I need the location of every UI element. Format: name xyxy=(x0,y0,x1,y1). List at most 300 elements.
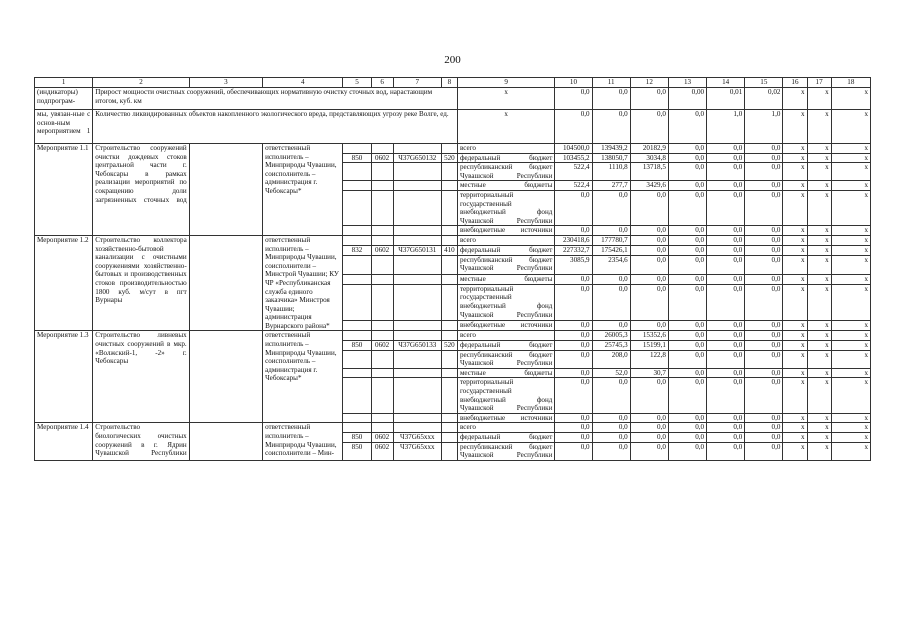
target-value: 1,0 xyxy=(745,110,783,144)
funding-value: 0,0 xyxy=(592,433,630,443)
funding-value: 0,0 xyxy=(630,190,668,225)
funding-value: x xyxy=(807,144,831,154)
funding-value: x xyxy=(831,190,870,225)
budget-code-grbs xyxy=(343,274,371,284)
funding-source: местные бюджеты xyxy=(457,181,554,191)
budget-code-grbs xyxy=(343,144,371,154)
target-value: 0,0 xyxy=(668,110,706,144)
funding-source: внебюджетные источники xyxy=(457,413,554,423)
funding-value: x xyxy=(783,433,807,443)
funding-value: 0,0 xyxy=(707,442,745,460)
funding-value: 0,0 xyxy=(630,245,668,255)
target-value: x xyxy=(831,110,870,144)
funding-value: 0,0 xyxy=(668,413,706,423)
measure-description: Строительство сооружений очистки дождевых стоков центральной части г. Чебоксары в рамках реализации мероприятий по сокращению доли загрязненных сточных вод xyxy=(93,144,189,236)
funding-value: 0,0 xyxy=(668,368,706,378)
funding-value: x xyxy=(807,245,831,255)
funding-value: x xyxy=(783,144,807,154)
funding-value: 122,8 xyxy=(630,350,668,368)
target-value: 0,0 xyxy=(555,88,592,110)
measure-id: Мероприятие 1.3 xyxy=(35,331,93,423)
funding-row xyxy=(35,423,871,433)
budget-code-target xyxy=(393,274,441,284)
budget-code-type xyxy=(441,442,457,460)
funding-value: x xyxy=(831,368,870,378)
funding-value: 0,0 xyxy=(630,235,668,245)
funding-value: 0,0 xyxy=(630,321,668,331)
budget-code-grbs xyxy=(343,423,371,433)
budget-code-target xyxy=(393,284,441,321)
funding-value: 0,0 xyxy=(555,341,592,351)
funding-source: федеральный бюджет xyxy=(457,433,554,443)
column-number: 1 xyxy=(35,78,93,88)
funding-source: федеральный бюджет xyxy=(457,341,554,351)
funding-source: республиканский бюджет Чувашской Республики xyxy=(457,350,554,368)
funding-value: 0,0 xyxy=(555,368,592,378)
funding-value: 0,0 xyxy=(555,226,592,236)
budget-code-section xyxy=(371,163,393,181)
target-value: 0,0 xyxy=(555,110,592,144)
budget-code-target xyxy=(393,163,441,181)
budget-code-section xyxy=(371,413,393,423)
target-value: 0,02 xyxy=(745,88,783,110)
column-number: 2 xyxy=(93,78,189,88)
funding-value: 0,0 xyxy=(745,181,783,191)
funding-value: 20182,9 xyxy=(630,144,668,154)
funding-value: x xyxy=(783,413,807,423)
funding-value: 25745,3 xyxy=(592,341,630,351)
column-number: 6 xyxy=(371,78,393,88)
funding-source: территориальный государственный внебюджетный фонд Чувашской Республики xyxy=(457,190,554,225)
funding-value: x xyxy=(831,274,870,284)
funding-value: 0,0 xyxy=(555,423,592,433)
funding-value: x xyxy=(831,144,870,154)
funding-row xyxy=(35,144,871,154)
column-number: 3 xyxy=(189,78,262,88)
funding-value: 2354,6 xyxy=(592,255,630,274)
funding-value: x xyxy=(831,350,870,368)
funding-value: 15352,6 xyxy=(630,331,668,341)
funding-value: 0,0 xyxy=(707,144,745,154)
funding-value: x xyxy=(783,350,807,368)
funding-value: 0,0 xyxy=(745,413,783,423)
funding-value: x xyxy=(831,245,870,255)
budget-code-target: Ч37G65ххх xyxy=(393,442,441,460)
funding-value: x xyxy=(831,255,870,274)
budget-code-grbs xyxy=(343,321,371,331)
funding-value: x xyxy=(831,331,870,341)
funding-value: 0,0 xyxy=(668,442,706,460)
funding-value: 0,0 xyxy=(745,423,783,433)
budget-code-grbs xyxy=(343,368,371,378)
funding-value: x xyxy=(831,235,870,245)
funding-value: 0,0 xyxy=(668,331,706,341)
budget-code-section: 0602 xyxy=(371,341,393,351)
funding-row xyxy=(35,235,871,245)
funding-value: x xyxy=(831,378,870,413)
empty-cell xyxy=(189,144,262,236)
funding-value: 0,0 xyxy=(630,413,668,423)
funding-value: 0,0 xyxy=(707,341,745,351)
budget-code-section xyxy=(371,190,393,225)
target-value: x xyxy=(783,88,807,110)
funding-source: внебюджетные источники xyxy=(457,226,554,236)
budget-code-section xyxy=(371,274,393,284)
funding-source: всего xyxy=(457,235,554,245)
funding-value: 0,0 xyxy=(707,255,745,274)
funding-value: 15199,1 xyxy=(630,341,668,351)
funding-value: 0,0 xyxy=(592,423,630,433)
funding-value: 0,0 xyxy=(668,423,706,433)
funding-value: x xyxy=(783,163,807,181)
funding-source: федеральный бюджет xyxy=(457,153,554,163)
funding-value: 0,0 xyxy=(745,433,783,443)
funding-value: x xyxy=(783,341,807,351)
measure-id: Мероприятие 1.4 xyxy=(35,423,93,460)
funding-value: 0,0 xyxy=(555,321,592,331)
budget-code-target xyxy=(393,144,441,154)
funding-value: 0,0 xyxy=(707,274,745,284)
funding-value: x xyxy=(831,181,870,191)
budget-code-grbs xyxy=(343,284,371,321)
target-text: Прирост мощности очистных сооружений, обеспечивающих нормативную очистку сточных вод, нарастающим итогом, куб. км xyxy=(93,88,458,110)
funding-value: 26005,3 xyxy=(592,331,630,341)
funding-value: x xyxy=(831,226,870,236)
column-number: 10 xyxy=(555,78,592,88)
funding-value: x xyxy=(831,321,870,331)
funding-value: 0,0 xyxy=(707,331,745,341)
budget-code-section: 0602 xyxy=(371,245,393,255)
funding-value: 0,0 xyxy=(630,255,668,274)
funding-value: x xyxy=(783,321,807,331)
budget-code-section xyxy=(371,235,393,245)
budget-code-type xyxy=(441,321,457,331)
target-value: 0,0 xyxy=(630,110,668,144)
funding-value: x xyxy=(831,433,870,443)
funding-value: 3429,6 xyxy=(630,181,668,191)
funding-value: 0,0 xyxy=(555,190,592,225)
funding-value: 0,0 xyxy=(745,341,783,351)
budget-code-target xyxy=(393,181,441,191)
target-row xyxy=(35,88,871,110)
funding-value: x xyxy=(831,413,870,423)
target-value: 1,0 xyxy=(707,110,745,144)
budget-code-section xyxy=(371,181,393,191)
budget-code-target xyxy=(393,378,441,413)
funding-value: 177780,7 xyxy=(592,235,630,245)
funding-value: 0,0 xyxy=(668,181,706,191)
column-number: 5 xyxy=(343,78,371,88)
funding-value: 0,0 xyxy=(630,423,668,433)
funding-value: x xyxy=(783,274,807,284)
funding-value: x xyxy=(783,368,807,378)
target-unit: x xyxy=(457,88,554,110)
empty-cell xyxy=(189,423,262,460)
funding-value: x xyxy=(783,181,807,191)
funding-value: 0,0 xyxy=(592,284,630,321)
target-label: мы, увязан-ные с основ-ным мероприятием 1 xyxy=(35,110,93,144)
funding-value: 0,0 xyxy=(745,153,783,163)
funding-value: 0,0 xyxy=(707,378,745,413)
funding-value: x xyxy=(807,274,831,284)
funding-source: внебюджетные источники xyxy=(457,321,554,331)
budget-code-grbs xyxy=(343,255,371,274)
budget-code-grbs xyxy=(343,226,371,236)
funding-value: 0,0 xyxy=(630,378,668,413)
budget-code-target: Ч37G65ххх xyxy=(393,433,441,443)
funding-value: 0,0 xyxy=(745,226,783,236)
budget-code-section xyxy=(371,321,393,331)
budget-code-grbs: 850 xyxy=(343,341,371,351)
column-number: 8 xyxy=(441,78,457,88)
funding-value: 0,0 xyxy=(745,321,783,331)
funding-source: местные бюджеты xyxy=(457,274,554,284)
funding-value: x xyxy=(783,284,807,321)
funding-value: 0,0 xyxy=(707,153,745,163)
funding-value: 0,0 xyxy=(707,423,745,433)
budget-code-type xyxy=(441,284,457,321)
funding-value: 0,0 xyxy=(592,413,630,423)
funding-value: 0,0 xyxy=(668,321,706,331)
funding-value: x xyxy=(807,321,831,331)
funding-value: x xyxy=(807,442,831,460)
funding-value: x xyxy=(807,181,831,191)
budget-code-target xyxy=(393,413,441,423)
budget-code-grbs xyxy=(343,235,371,245)
funding-value: 0,0 xyxy=(630,226,668,236)
budget-code-type xyxy=(441,378,457,413)
budget-code-target: Ч37G650132 xyxy=(393,153,441,163)
funding-value: 0,0 xyxy=(745,255,783,274)
measure-description: Строительство коллектора хозяйственно-бытовой канализации с очистными сооружениями хозяйственно-бытовых и производственных стоков производительностью 1800 куб. м/сут в пгт Вурнары xyxy=(93,235,189,331)
funding-source: республиканский бюджет Чувашской Республики xyxy=(457,255,554,274)
funding-value: x xyxy=(783,331,807,341)
funding-value: x xyxy=(807,190,831,225)
measure-executor: ответственный исполнитель – Минприроды Чувашии, соисполнители – Мин- xyxy=(263,423,343,460)
target-value: x xyxy=(807,110,831,144)
funding-value: x xyxy=(807,153,831,163)
budget-code-section xyxy=(371,226,393,236)
funding-value: x xyxy=(807,350,831,368)
funding-value: 0,0 xyxy=(555,433,592,443)
column-number: 18 xyxy=(831,78,870,88)
funding-value: 0,0 xyxy=(745,274,783,284)
funding-value: x xyxy=(831,341,870,351)
target-unit: x xyxy=(457,110,554,144)
funding-value: 0,0 xyxy=(707,433,745,443)
funding-value: x xyxy=(807,433,831,443)
target-value: 0,01 xyxy=(707,88,745,110)
funding-value: 0,0 xyxy=(707,226,745,236)
funding-value: 0,0 xyxy=(630,274,668,284)
funding-value: 0,0 xyxy=(745,190,783,225)
funding-value: x xyxy=(783,378,807,413)
funding-value: 0,0 xyxy=(707,284,745,321)
budget-code-section xyxy=(371,368,393,378)
budget-code-type xyxy=(441,368,457,378)
budget-code-type xyxy=(441,274,457,284)
funding-value: 0,0 xyxy=(555,274,592,284)
budget-code-target xyxy=(393,226,441,236)
budget-code-target xyxy=(393,350,441,368)
funding-value: 0,0 xyxy=(668,274,706,284)
target-value: x xyxy=(783,110,807,144)
funding-value: 0,0 xyxy=(745,368,783,378)
funding-value: 0,0 xyxy=(707,321,745,331)
funding-value: 0,0 xyxy=(707,368,745,378)
budget-code-target xyxy=(393,321,441,331)
funding-value: 522,4 xyxy=(555,181,592,191)
budget-code-target xyxy=(393,190,441,225)
budget-code-grbs xyxy=(343,331,371,341)
column-number: 7 xyxy=(393,78,441,88)
funding-value: x xyxy=(783,255,807,274)
funding-value: x xyxy=(783,153,807,163)
column-number: 15 xyxy=(745,78,783,88)
funding-value: x xyxy=(783,423,807,433)
funding-source: всего xyxy=(457,423,554,433)
funding-value: 0,0 xyxy=(668,226,706,236)
funding-value: 0,0 xyxy=(745,442,783,460)
target-label: (индикаторы) подпрограм- xyxy=(35,88,93,110)
funding-value: 0,0 xyxy=(668,433,706,443)
target-value: 0,0 xyxy=(592,88,630,110)
budget-code-type xyxy=(441,235,457,245)
column-number: 9 xyxy=(457,78,554,88)
funding-value: 0,0 xyxy=(745,378,783,413)
funding-value: 0,0 xyxy=(745,284,783,321)
measure-executor: ответственный исполнитель – Минприроды Чувашии, соисполнители – Минстрой Чувашии; КУ ЧР «Республиканская служба единого заказчика» Минстроя Чувашии; администрация Вурнарского района* xyxy=(263,235,343,331)
budget-code-section xyxy=(371,144,393,154)
budget-code-type xyxy=(441,255,457,274)
funding-value: 0,0 xyxy=(707,181,745,191)
budget-code-type xyxy=(441,350,457,368)
funding-value: 0,0 xyxy=(555,331,592,341)
budget-code-type xyxy=(441,433,457,443)
budget-code-type xyxy=(441,163,457,181)
page-number: 200 xyxy=(444,54,461,66)
budget-code-grbs xyxy=(343,350,371,368)
funding-value: 0,0 xyxy=(707,190,745,225)
funding-value: x xyxy=(831,442,870,460)
funding-value: 0,0 xyxy=(592,321,630,331)
funding-value: 0,0 xyxy=(707,350,745,368)
funding-value: x xyxy=(831,153,870,163)
funding-source: территориальный государственный внебюджетный фонд Чувашской Республики xyxy=(457,284,554,321)
budget-code-grbs xyxy=(343,163,371,181)
measure-id: Мероприятие 1.1 xyxy=(35,144,93,236)
funding-value: x xyxy=(831,423,870,433)
budget-code-section: 0602 xyxy=(371,153,393,163)
budget-code-grbs xyxy=(343,181,371,191)
funding-value: 0,0 xyxy=(668,341,706,351)
target-value: 0,0 xyxy=(630,88,668,110)
funding-value: 52,0 xyxy=(592,368,630,378)
funding-value: 0,0 xyxy=(668,378,706,413)
funding-value: 175426,1 xyxy=(592,245,630,255)
budget-code-section xyxy=(371,255,393,274)
funding-value: 103455,2 xyxy=(555,153,592,163)
funding-value: 0,0 xyxy=(745,163,783,181)
funding-value: 227332,7 xyxy=(555,245,592,255)
budget-code-section xyxy=(371,284,393,321)
funding-value: x xyxy=(807,413,831,423)
funding-value: 0,0 xyxy=(707,163,745,181)
funding-value: 1110,8 xyxy=(592,163,630,181)
funding-value: 0,0 xyxy=(555,284,592,321)
funding-value: x xyxy=(783,235,807,245)
funding-value: x xyxy=(831,284,870,321)
column-number: 14 xyxy=(707,78,745,88)
funding-value: 138050,7 xyxy=(592,153,630,163)
budget-code-grbs: 850 xyxy=(343,153,371,163)
funding-value: 0,0 xyxy=(592,226,630,236)
budget-code-target xyxy=(393,368,441,378)
budget-code-section xyxy=(371,423,393,433)
funding-value: 0,0 xyxy=(555,378,592,413)
budget-code-type xyxy=(441,423,457,433)
funding-value: 3034,8 xyxy=(630,153,668,163)
funding-value: 0,0 xyxy=(668,255,706,274)
target-text: Количество ликвидированных объектов накопленного экологического вреда, представляющих угрозу реке Волге, ед. xyxy=(93,110,458,144)
measure-executor: ответственный исполнитель – Минприроды Чувашии, соисполнитель – администрация г. Чебоксары* xyxy=(263,144,343,236)
funding-source: республиканский бюджет Чувашской Республики xyxy=(457,442,554,460)
funding-value: x xyxy=(807,378,831,413)
funding-value: x xyxy=(807,341,831,351)
funding-value: x xyxy=(807,226,831,236)
funding-value: 0,0 xyxy=(668,190,706,225)
budget-code-target xyxy=(393,423,441,433)
funding-value: 0,0 xyxy=(555,442,592,460)
column-number: 17 xyxy=(807,78,831,88)
funding-value: 0,0 xyxy=(668,153,706,163)
funding-source: всего xyxy=(457,144,554,154)
target-value: x xyxy=(831,88,870,110)
budget-code-target xyxy=(393,331,441,341)
budget-code-grbs: 832 xyxy=(343,245,371,255)
funding-value: 3085,9 xyxy=(555,255,592,274)
budget-code-type xyxy=(441,413,457,423)
empty-cell xyxy=(189,235,262,331)
target-value: 0,00 xyxy=(668,88,706,110)
budget-code-type: 520 xyxy=(441,153,457,163)
funding-value: x xyxy=(807,331,831,341)
measure-executor: ответственный исполнитель – Минприроды Чувашии, соисполнитель – администрация г. Чебоксары* xyxy=(263,331,343,423)
empty-cell xyxy=(189,331,262,423)
funding-value: 522,4 xyxy=(555,163,592,181)
budget-code-type xyxy=(441,144,457,154)
budget-code-type xyxy=(441,190,457,225)
budget-code-section xyxy=(371,378,393,413)
budget-code-target xyxy=(393,235,441,245)
funding-value: x xyxy=(807,368,831,378)
budget-code-section: 0602 xyxy=(371,442,393,460)
program-table xyxy=(34,77,871,461)
funding-value: 0,0 xyxy=(668,144,706,154)
funding-value: 0,0 xyxy=(630,284,668,321)
funding-value: x xyxy=(783,245,807,255)
column-number: 13 xyxy=(668,78,706,88)
funding-value: 13718,5 xyxy=(630,163,668,181)
funding-value: 0,0 xyxy=(668,245,706,255)
funding-source: местные бюджеты xyxy=(457,368,554,378)
funding-value: 0,0 xyxy=(630,442,668,460)
funding-value: 0,0 xyxy=(668,350,706,368)
column-number: 11 xyxy=(592,78,630,88)
funding-value: x xyxy=(807,255,831,274)
budget-code-grbs xyxy=(343,413,371,423)
budget-code-target xyxy=(393,255,441,274)
